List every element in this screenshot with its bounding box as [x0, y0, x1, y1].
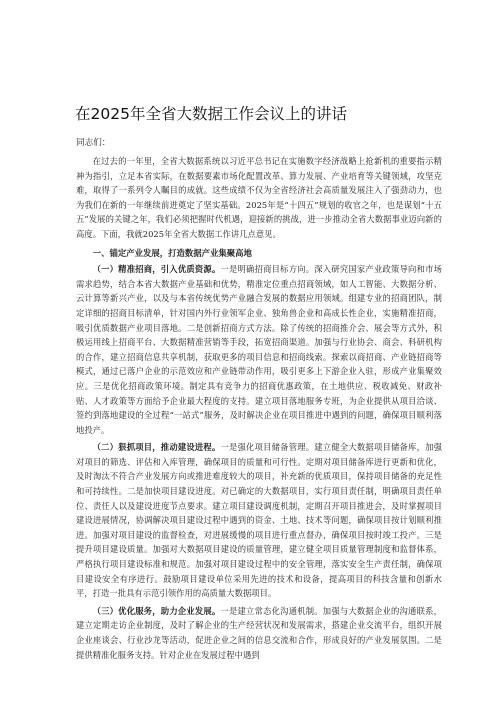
- item-paragraph-2: [76, 440, 442, 601]
- document-title: 在2025年全省大数据工作会议上的讲话: [75, 105, 347, 123]
- intro-paragraph: 在过去的一年里，全省大数据系统以习近平总书记在实施数字经济战略上抢新机的重要指示精神为指引，立足本省实际，在数据要素市场化配置改革、算力发展、产业培育等关键领域，攻坚克难，取得了一系列令人瞩目的成就。这些成绩不仅为全省经济社会高质量发展注入了强劲动力，也为我们在新的一年继续前进奠定了坚实基础。2025年是“十四五”规划的收官之年，也是谋划“十五五”发展的关键之年，我们必须把握时代机遇，迎接新的挑战，进一步推动全省大数据事业迈向新的高度。下面，我就2025年全省大数据工作讲几点意见。: [76, 156, 442, 239]
- item-lead-1: （一）精准招商，引入优质资源。: [92, 264, 221, 275]
- section-heading-1: 一、锚定产业发展，打造数据产业集聚高地: [92, 247, 252, 258]
- item-lead-3: （三）优化服务，助力企业发展。: [92, 605, 221, 616]
- item-lead-2: （二）狠抓项目，推动建设进程。: [92, 442, 221, 453]
- salutation: 同志们：: [76, 138, 111, 148]
- item-body-3: 一是建立常态化沟通机制。加强与大数据企业的沟通联系，建立定期走访企业制度，及时了解企业的生产经营状况和发展需求，搭建企业交流平台，组织开展企业座谈会、行业沙龙等活动，促进企业之间的信息交流和合作，形成良好的产业发展氛围。二是提供精准化服务支持。针对企业在发展过程中遇到: [76, 605, 442, 660]
- item-body-2: 一是强化项目储备管理。建立健全大数据项目储备库，加强对项目的筛选、评估和入库管理，确保项目的质量和可行性。定期对项目储备库进行更新和优化，及时淘汰不符合产业发展方向或推进难度较大的项目，补充新的优质项目，保持项目储备的充足性和可持续性。二是加快项目建设进度。对已确定的大数据项目，实行项目责任制，明确项目责任单位、责任人以及建设进度节点要求。建立项目建设调度机制，定期召开项目推进会，及时掌握项目建设进展情况，协调解决项目建设过程中遇到的资金、土地、技术等问题，确保项目按计划顺利推进。加强对项目建设的监督检查，对进展缓慢的项目进行重点督办，确保项目按时竣工投产。三是提升项目建设质量。加强对大数据项目建设的质量管理，建立健全项目质量管理制度和监督体系，严格执行项目建设标准和规范。加强对项目建设过程中的安全管理，落实安全生产责任制，确保项目建设安全有序进行。鼓励项目建设单位采用先进的技术和设备，提高项目的科技含量和创新水平，打造一批具有示范引领作用的高质量大数据项目。: [76, 442, 442, 599]
- item-paragraph-3: [76, 604, 442, 662]
- item-paragraph-1: [76, 262, 442, 437]
- item-body-1: 一是明确招商目标方向。深入研究国家产业政策导向和市场需求趋势，结合本省大数据产业基础和优势，精准定位重点招商领域，如人工智能、大数据分析、云计算等新兴产业，以及与本省传统优势产业融合发展的数据应用领域。组建专业的招商团队，制定详细的招商目标清单，针对国内外行业领军企业、独角兽企业和高成长性企业，实施精准招商，吸引优质数据产业项目落地。二是创新招商方式方法。除了传统的招商推介会、展会等方式外，积极运用线上招商平台、大数据精准营销等手段，拓宽招商渠道。加强与行业协会、商会、科研机构的合作，建立招商信息共享机制，获取更多的项目信息和招商线索。探索以商招商、产业链招商等模式，通过已落户企业的示范效应和产业链带动作用，吸引更多上下游企业入驻，形成产业集聚效应。三是优化招商政策环境。制定具有竞争力的招商优惠政策，在土地供应、税收减免、财政补贴、人才政策等方面给予企业最大程度的支持。建立项目落地服务专班，为企业提供从项目洽谈、签约到落地建设的全过程“一站式”服务，及时解决企业在项目推进中遇到的问题，确保项目顺利落地投产。: [76, 264, 442, 435]
